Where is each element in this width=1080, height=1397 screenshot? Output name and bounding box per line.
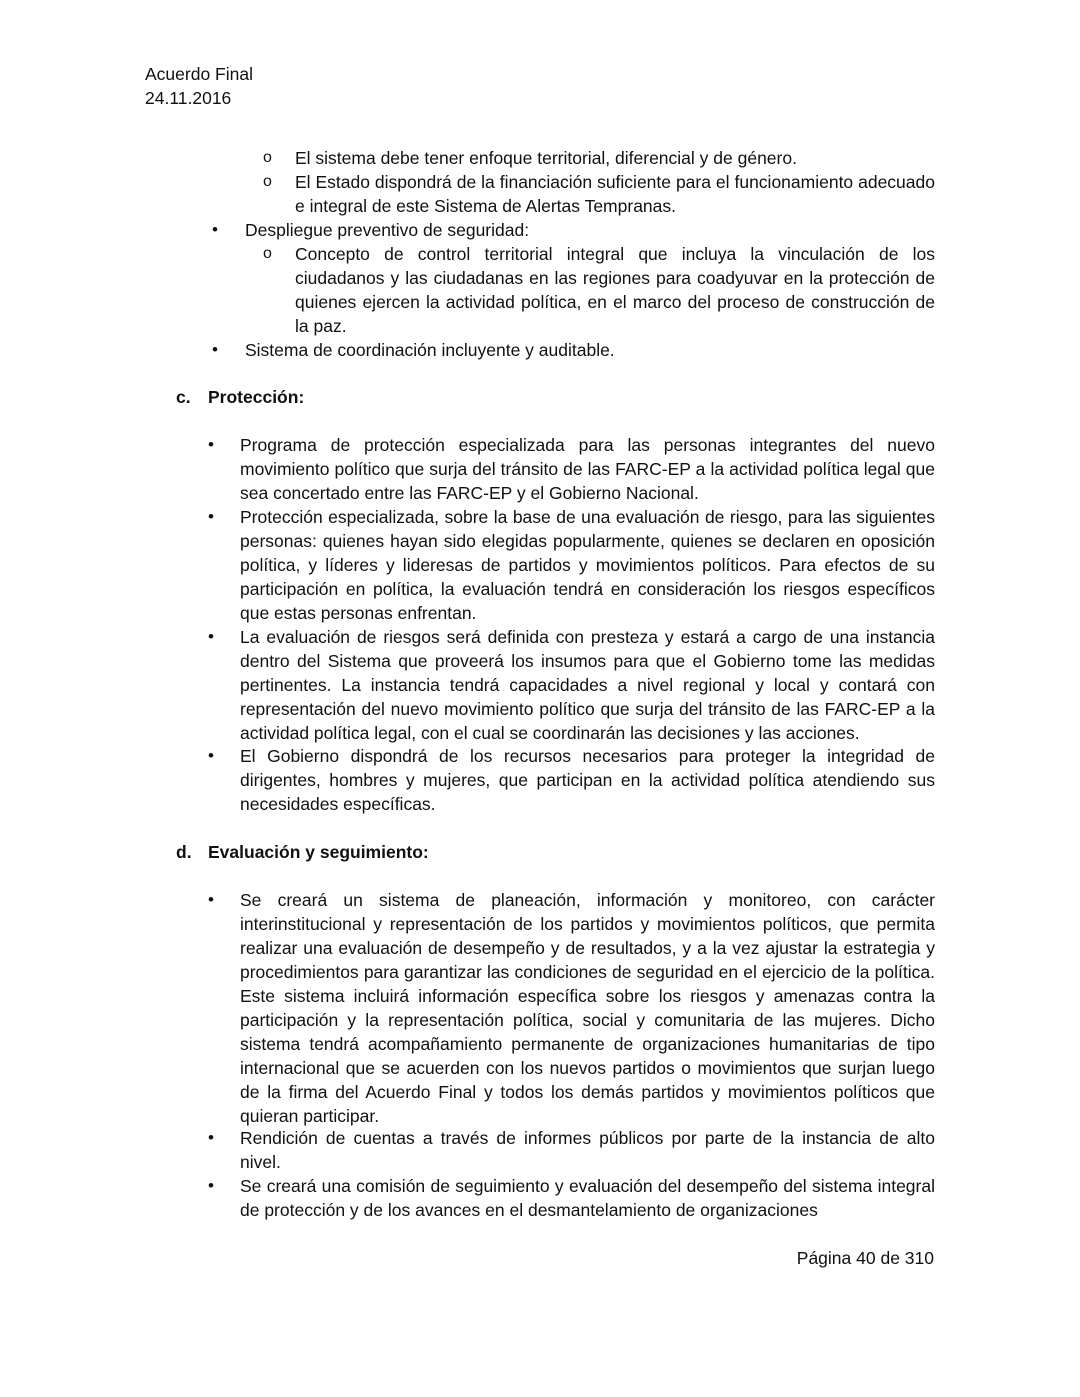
bullet-marker: • (208, 435, 214, 454)
section-d-letter: d. (176, 842, 192, 862)
section-d-item: Se creará un sistema de planeación, información y monitoreo, con carácter interinstitucional y representación de los partidos y movimientos políticos, que permita realizar una evaluación de desempeño y de resultados, y a la vez ajustar la estrategia y procedimientos para garantizar las condiciones de seguridad en el ejercicio de la política. Este sistema incluirá información específica sobre los riesgos y amenazas contra la participación y la representación política, social y comunitaria de las mujeres. Dicho sistema tendrá acompañamiento permanente de organizaciones humanitarias de tipo internacional que se acuerden con los nuevos partidos o movimientos que surjan luego de la firma del Acuerdo Final y todos los demás partidos y movimientos políticos que quieran participar. (240, 890, 935, 1126)
bullet-marker: • (208, 627, 214, 646)
section-d-heading: Evaluación y seguimiento: (208, 842, 429, 862)
bullet-marker: • (212, 220, 218, 239)
bullet-marker: • (208, 746, 214, 765)
bullet-marker: • (208, 1176, 214, 1195)
sub-item-control-territorial: Concepto de control territorial integral que incluya la vinculación de los ciudadanos y las ciudadanas en las regiones para coadyuvar en la protección de quienes ejercen la actividad política, en el marco del proceso de construcción de la paz. (295, 244, 935, 336)
bullet-marker: • (208, 1128, 214, 1147)
page-number: Página 40 de 310 (796, 1248, 934, 1268)
sub-item-financiacion: El Estado dispondrá de la financiación suficiente para el funcionamiento adecuado e integral de este Sistema de Alertas Tempranas. (295, 172, 935, 216)
section-c-item: Programa de protección especializada para las personas integrantes del nuevo movimiento político que surja del tránsito de las FARC-EP a la actividad política legal que sea concertado entre las FARC-EP y el Gobierno Nacional. (240, 435, 935, 503)
document-title: Acuerdo Final (145, 64, 253, 84)
document-date: 24.11.2016 (145, 88, 232, 108)
section-d-item: Rendición de cuentas a través de informes públicos por parte de la instancia de alto nivel. (240, 1128, 935, 1172)
sub-bullet-marker: o (263, 149, 272, 166)
bullet-marker: • (208, 890, 214, 909)
section-c-item: El Gobierno dispondrá de los recursos necesarios para proteger la integridad de dirigentes, hombres y mujeres, que participan en la actividad política atendiendo sus necesidades específicas. (240, 746, 935, 814)
section-c-letter: c. (176, 387, 191, 407)
bullet-marker: • (208, 507, 214, 526)
sub-item-territorial: El sistema debe tener enfoque territorial, diferencial y de género. (295, 148, 797, 168)
sub-bullet-marker: o (263, 245, 272, 262)
bullet-item-despliegue: Despliegue preventivo de seguridad: (245, 220, 530, 240)
section-d-item: Se creará una comisión de seguimiento y evaluación del desempeño del sistema integral de protección y de los avances en el desmantelamiento de organizaciones (240, 1176, 935, 1220)
bullet-item-coordinacion: Sistema de coordinación incluyente y auditable. (245, 340, 615, 360)
section-c-item: La evaluación de riesgos será definida con presteza y estará a cargo de una instancia dentro del Sistema que proveerá los insumos para que el Gobierno tome las medidas pertinentes. La instancia tendrá capacidades a nivel regional y local y contará con representación del nuevo movimiento político que surja del tránsito de las FARC-EP a la actividad política legal, con el cual se coordinarán las decisiones y las acciones. (240, 627, 935, 743)
section-c-item: Protección especializada, sobre la base de una evaluación de riesgo, para las siguientes personas: quienes hayan sido elegidas popularmente, quienes se declaren en oposición política, y líderes y lideresas de partidos y movimientos políticos. Para efectos de su participación en política, la evaluación tendrá en consideración los riesgos específicos que estas personas enfrentan. (240, 507, 935, 623)
sub-bullet-marker: o (263, 173, 272, 190)
section-c-heading: Protección: (208, 387, 305, 407)
bullet-marker: • (212, 340, 218, 359)
document-header (145, 62, 253, 110)
